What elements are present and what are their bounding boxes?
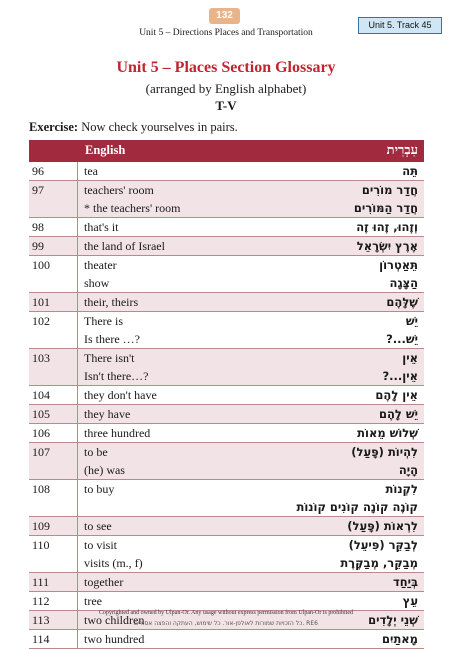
- english-term: tea: [84, 164, 98, 178]
- entry-line: [84, 592, 424, 610]
- table-row: [29, 405, 424, 424]
- english-term: to see: [84, 519, 112, 533]
- english-term: two hundred: [84, 632, 145, 646]
- english-term: three hundred: [84, 426, 151, 440]
- english-term: * the teachers' room: [84, 201, 181, 215]
- hebrew-term: תֵּה: [402, 164, 418, 178]
- english-term: Isn't there…?: [84, 369, 149, 383]
- glossary-header: [29, 140, 424, 162]
- english-term: There is: [84, 314, 123, 328]
- copyright-notice: Copyrighted and owned by Ulpan-Or. Any usage without express permission from Ulpan-Or is prohibited: [99, 610, 353, 616]
- table-row: [29, 536, 424, 573]
- entry-number: 110: [29, 536, 78, 572]
- table-row: [29, 592, 424, 611]
- hebrew-term: תֵּאַטְרוֹן: [379, 258, 418, 272]
- glossary-table: [29, 140, 424, 649]
- table-row: [29, 237, 424, 256]
- entry-line: [84, 630, 424, 648]
- entry-line: [84, 536, 424, 554]
- table-row: [29, 424, 424, 443]
- english-term: they have: [84, 407, 131, 421]
- hebrew-term: לִקְנוֹת: [385, 482, 418, 496]
- table-row: [29, 293, 424, 312]
- entry-number: 108: [29, 480, 78, 516]
- entry-number: 113: [29, 611, 78, 629]
- entry-line: [84, 162, 424, 180]
- hebrew-term: שְׁנֵי יְלָדִים: [368, 613, 418, 627]
- table-row: [29, 256, 424, 293]
- entry-line: [84, 367, 424, 385]
- table-row: [29, 181, 424, 218]
- entry-line: [84, 330, 424, 348]
- entry-number: 97: [29, 181, 78, 217]
- exercise-label: Exercise:: [29, 120, 79, 134]
- page-subtitle: (arranged by English alphabet): [145, 81, 307, 96]
- entry-line: [84, 386, 424, 404]
- entry-line: [84, 573, 424, 591]
- entry-line: [84, 517, 424, 535]
- entry-number: 107: [29, 443, 78, 479]
- hebrew-term: הָיָה: [398, 463, 418, 477]
- entry-line: [84, 443, 424, 461]
- entry-number: 104: [29, 386, 78, 404]
- hebrew-term: לִרְאוֹת (פָּעַל): [347, 519, 418, 533]
- entry-number: 100: [29, 256, 78, 292]
- entry-line: [84, 349, 424, 367]
- hebrew-term: יֵשׁ: [405, 314, 418, 328]
- english-term: two children: [84, 613, 145, 627]
- english-term: the land of Israel: [84, 239, 165, 253]
- hebrew-term: אֵין...?: [382, 369, 418, 383]
- entry-number: 98: [29, 218, 78, 236]
- audio-track-label[interactable]: Unit 5. Track 45: [358, 17, 442, 34]
- hebrew-term: שְׁלוֹשׁ מֵאוֹת: [357, 426, 418, 440]
- hebrew-term: אֵין לָהֶם: [375, 388, 418, 402]
- english-term: to visit: [84, 538, 118, 552]
- table-row: [29, 386, 424, 405]
- table-row: [29, 573, 424, 592]
- english-term: theater: [84, 258, 117, 272]
- entry-line: [84, 480, 424, 498]
- hebrew-term: לְבַקֵּר (פִּיעֵל): [348, 538, 418, 552]
- table-row: [29, 349, 424, 386]
- alphabet-range: T-V: [215, 98, 237, 113]
- english-term: (he) was: [84, 463, 125, 477]
- hebrew-term: חֲדַר מוֹרִים: [361, 183, 418, 197]
- page-title: Unit 5 – Places Section Glossary: [116, 59, 336, 76]
- hebrew-term: מָאתַיִם: [382, 632, 418, 646]
- english-term: their, theirs: [84, 295, 139, 309]
- entry-line: [84, 256, 424, 274]
- unit-running-header: Unit 5 – Directions Places and Transportation: [139, 28, 313, 38]
- hebrew-term: אֵין: [402, 351, 418, 365]
- entry-line: [84, 218, 424, 236]
- english-term: they don't have: [84, 388, 157, 402]
- english-term: tree: [84, 594, 102, 608]
- english-term: There isn't: [84, 351, 135, 365]
- english-term: to buy: [84, 482, 115, 496]
- entry-number: 99: [29, 237, 78, 255]
- entry-line: [84, 181, 424, 199]
- header-english: English: [85, 143, 126, 157]
- english-term: show: [84, 276, 110, 290]
- table-row: [29, 312, 424, 349]
- english-term: Is there …?: [84, 332, 140, 346]
- entry-line: [84, 312, 424, 330]
- hebrew-term: בְּיַחַד: [392, 575, 418, 589]
- hebrew-term: מְבַקֵּר, מְבַקֶּרֶת: [340, 556, 418, 570]
- english-term: to be: [84, 445, 108, 459]
- entry-number: 102: [29, 312, 78, 348]
- hebrew-term: יֵשׁ...?: [386, 332, 418, 346]
- entry-line: [84, 498, 424, 516]
- entry-number: 106: [29, 424, 78, 442]
- entry-line: [84, 199, 424, 217]
- entry-line: [84, 293, 424, 311]
- hebrew-term: שֶׁלָּהֶם: [386, 295, 418, 309]
- entry-number: 111: [29, 573, 78, 591]
- hebrew-term: אֶרֶץ יִשְׂרָאֵל: [356, 239, 418, 253]
- copyright-notice-hebrew: כל הזכויות שמורות לאולפן-אור. כל שימוש, העתקה והפצה אסורים. RE6: [134, 620, 318, 627]
- hebrew-term: לִהְיוֹת (פָּעַל): [351, 445, 418, 459]
- header-hebrew: עִבְרִית: [386, 142, 418, 157]
- table-row: [29, 480, 424, 517]
- entry-number: 105: [29, 405, 78, 423]
- table-row: [29, 517, 424, 536]
- table-row: [29, 162, 424, 181]
- entry-line: [84, 424, 424, 442]
- hebrew-term: עֵץ: [402, 594, 418, 608]
- english-term: that's it: [84, 220, 119, 234]
- english-term: visits (m., f): [84, 556, 143, 570]
- entry-number: 114: [29, 630, 78, 648]
- hebrew-term: וְזֶהוּ, זֶהוּ זֶה: [356, 220, 418, 234]
- english-term: teachers' room: [84, 183, 154, 197]
- hebrew-term: הַצָּגָה: [389, 276, 418, 290]
- glossary-rows: [29, 162, 424, 649]
- entry-number: 112: [29, 592, 78, 610]
- entry-line: [84, 274, 424, 292]
- exercise-instruction: [29, 120, 238, 135]
- table-row: [29, 443, 424, 480]
- entry-number: 96: [29, 162, 78, 180]
- entry-number: 109: [29, 517, 78, 535]
- english-term: together: [84, 575, 124, 589]
- table-row: [29, 218, 424, 237]
- hebrew-term: חֲדַר הַמּוֹרִים: [353, 201, 418, 215]
- hebrew-term: קוֹנֶה קוֹנָה קוֹנִים קוֹנוֹת: [296, 500, 418, 514]
- entry-line: [84, 554, 424, 572]
- entry-number: 101: [29, 293, 78, 311]
- entry-number: 103: [29, 349, 78, 385]
- entry-line: [84, 461, 424, 479]
- page-number-badge: 132: [209, 8, 240, 24]
- entry-line: [84, 405, 424, 423]
- hebrew-term: יֵשׁ לָהֶם: [379, 407, 418, 421]
- entry-line: [84, 237, 424, 255]
- exercise-text: Now check yourselves in pairs.: [78, 120, 238, 134]
